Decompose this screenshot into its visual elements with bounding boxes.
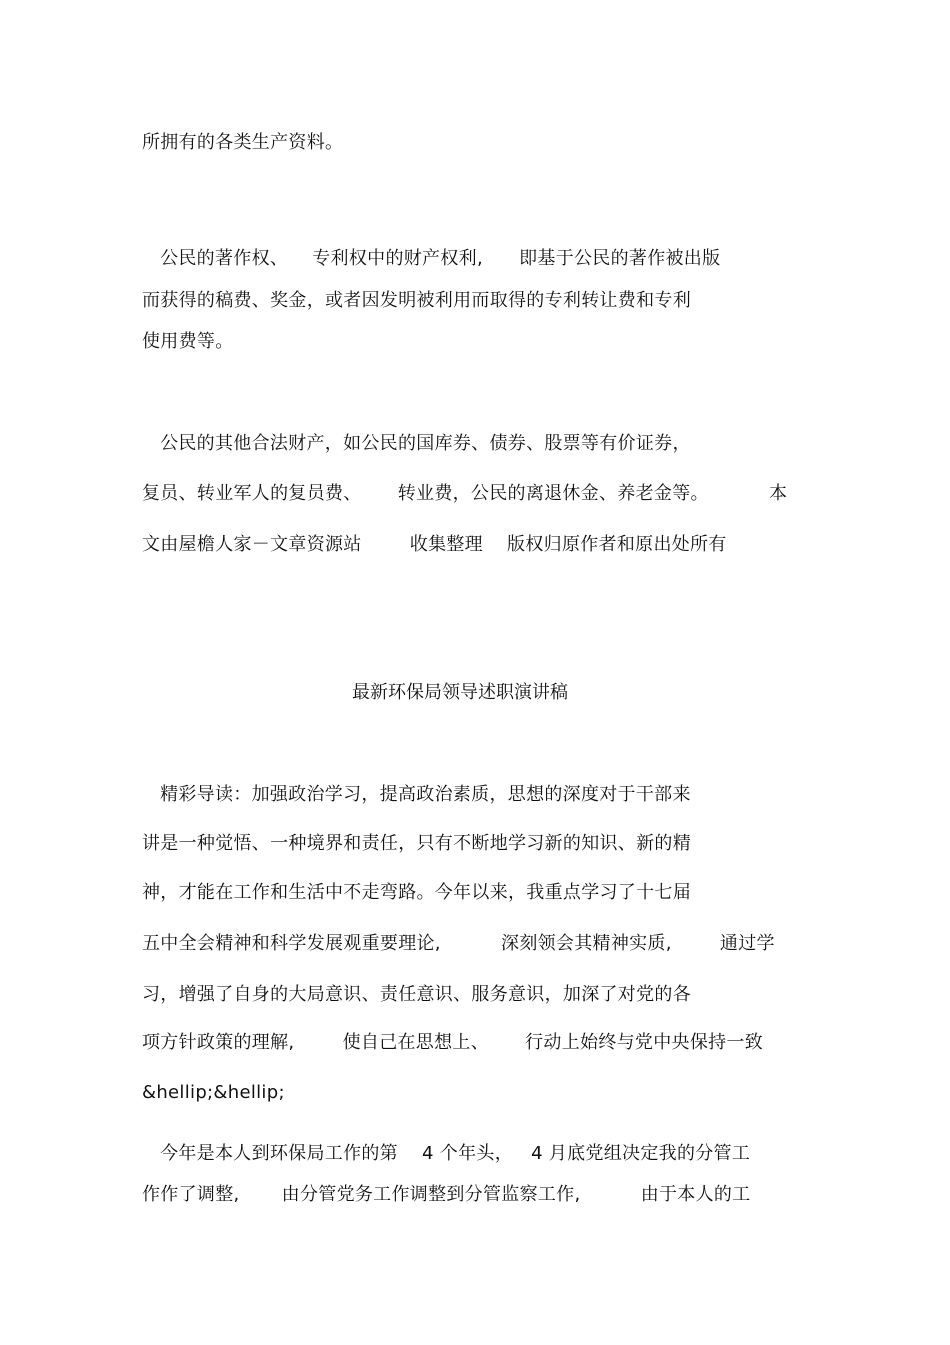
- text-line: 使用费等。: [142, 331, 234, 352]
- text-line: 习，增强了自身的大局意识、责任意识、服务意识，加深了对党的各: [142, 984, 691, 1005]
- text-line: &hellip;&hellip;: [142, 1082, 285, 1103]
- text-line: 五中全会精神和科学发展观重要理论, 深刻领会其精神实质, 通过学: [142, 933, 775, 954]
- text-line: 所拥有的各类生产资料。: [142, 132, 344, 153]
- text-line: 文由屋檐人家－文章资源站 收集整理 版权归原作者和原出处所有: [142, 534, 727, 555]
- text-line: 复员、转业军人的复员费、 转业费，公民的离退休金、养老金等。 本: [142, 483, 788, 504]
- text-line: 讲是一种觉悟、一种境界和责任，只有不断地学习新的知识、新的精: [142, 833, 691, 854]
- text-line: 项方针政策的理解, 使自己在思想上、 行动上始终与党中央保持一致: [142, 1032, 764, 1053]
- text-line: 公民的其他合法财产，如公民的国库券、债券、股票等有价证券，: [142, 433, 691, 454]
- text-line: 今年是本人到环保局工作的第 4 个年头， 4 月底党组决定我的分管工: [142, 1143, 751, 1164]
- text-line: 精彩导读：加强政治学习，提高政治素质，思想的深度对于干部来: [142, 784, 691, 805]
- text-line: 而获得的稿费、奖金，或者因发明被利用而取得的专利转让费和专利: [142, 290, 691, 311]
- document-title: 最新环保局领导述职演讲稿: [352, 682, 568, 703]
- text-line: 神，才能在工作和生活中不走弯路。今年以来，我重点学习了十七届: [142, 882, 691, 903]
- text-line: 公民的著作权、 专利权中的财产权利, 即基于公民的著作被出版: [142, 248, 721, 269]
- text-line: 作作了调整, 由分管党务工作调整到分管监察工作, 由于本人的工: [142, 1184, 751, 1205]
